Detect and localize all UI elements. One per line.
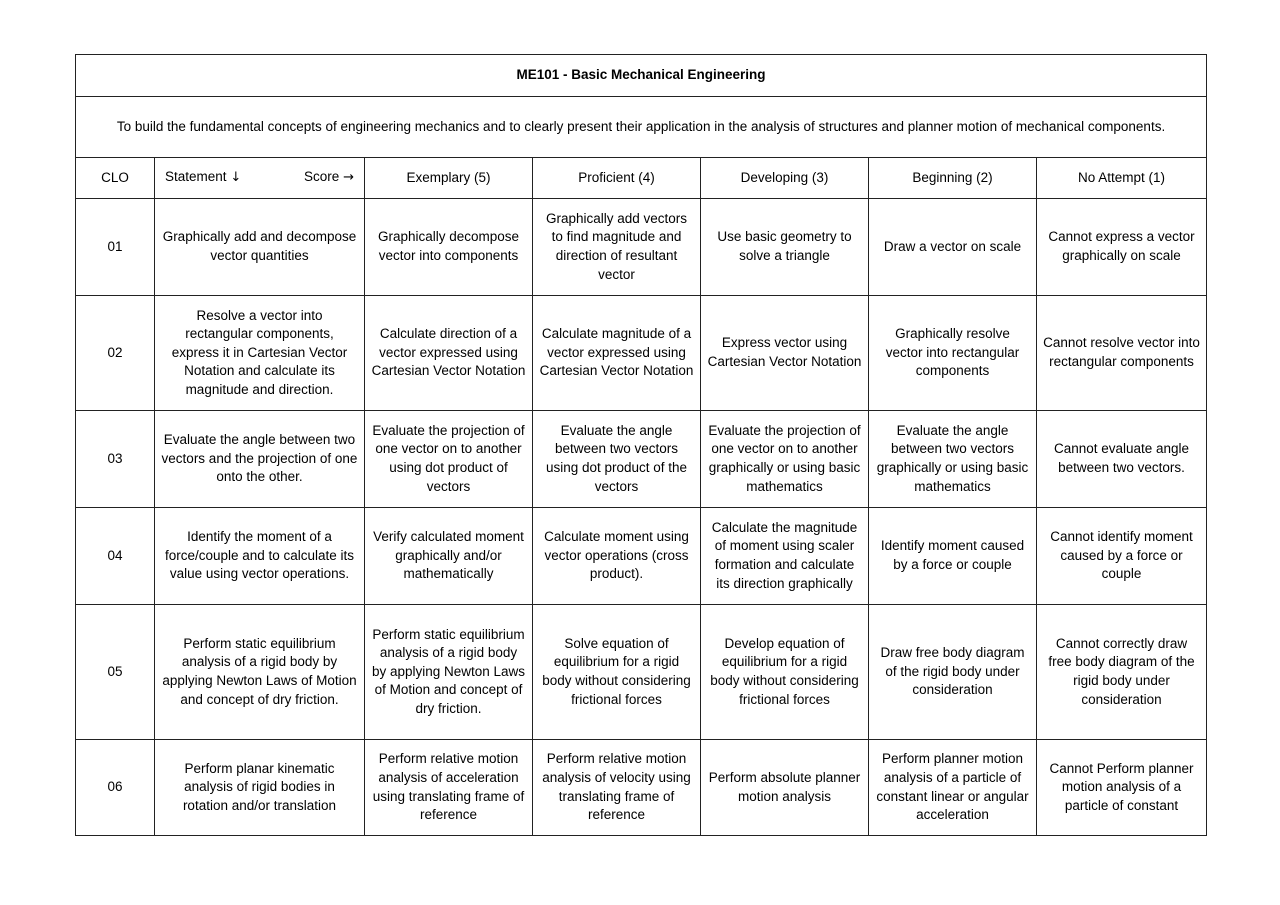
rubric-cell-developing: Evaluate the projection of one vector on to another graphically or using basic mathematics (701, 411, 869, 508)
rubric-cell-exemplary: Verify calculated moment graphically and/or mathematically (365, 508, 533, 605)
table-row (76, 411, 1207, 508)
score-header-label: Score → (304, 169, 354, 186)
rubric-table (75, 54, 1207, 836)
document-title: ME101 - Basic Mechanical Engineering (76, 55, 1207, 97)
rubric-cell-beginning: Draw free body diagram of the rigid body under consideration (869, 605, 1037, 740)
rubric-cell-proficient: Solve equation of equilibrium for a rigid body without considering frictional forces (533, 605, 701, 740)
table-row (76, 199, 1207, 296)
table-row (76, 605, 1207, 740)
rubric-cell-proficient: Graphically add vectors to find magnitude and direction of resultant vector (533, 199, 701, 296)
rubric-cell-proficient: Evaluate the angle between two vectors using dot product of the vectors (533, 411, 701, 508)
rubric-cell-beginning: Graphically resolve vector into rectangular components (869, 296, 1037, 411)
rubric-cell-exemplary: Perform relative motion analysis of acceleration using translating frame of reference (365, 740, 533, 836)
rubric-cell-beginning: Evaluate the angle between two vectors graphically or using basic mathematics (869, 411, 1037, 508)
arrow-down-icon: ↓ (230, 170, 242, 186)
level-header-exemplary: Exemplary (5) (365, 158, 533, 199)
rubric-cell-developing: Perform absolute planner motion analysis (701, 740, 869, 836)
rubric-cell-developing: Express vector using Cartesian Vector Notation (701, 296, 869, 411)
rubric-cell-no-attempt: Cannot correctly draw free body diagram of the rigid body under consideration (1037, 605, 1207, 740)
clo-header: CLO (76, 158, 155, 199)
clo-number: 05 (76, 605, 155, 740)
rubric-cell-no-attempt: Cannot identify moment caused by a force or couple (1037, 508, 1207, 605)
rubric-cell-exemplary: Graphically decompose vector into components (365, 199, 533, 296)
rubric-cell-developing: Use basic geometry to solve a triangle (701, 199, 869, 296)
level-header-proficient: Proficient (4) (533, 158, 701, 199)
rubric-cell-proficient: Calculate moment using vector operations (cross product). (533, 508, 701, 605)
rubric-cell-exemplary: Perform static equilibrium analysis of a rigid body by applying Newton Laws of Motion and concept of dry friction. (365, 605, 533, 740)
rubric-cell-proficient: Calculate magnitude of a vector expressed using Cartesian Vector Notation (533, 296, 701, 411)
table-row (76, 296, 1207, 411)
header-row (76, 158, 1207, 199)
clo-number: 03 (76, 411, 155, 508)
clo-statement: Resolve a vector into rectangular components, express it in Cartesian Vector Notation and calculate its magnitude and direction. (155, 296, 365, 411)
clo-number: 06 (76, 740, 155, 836)
arrow-right-icon: → (343, 170, 354, 186)
title-row (76, 55, 1207, 97)
clo-statement: Graphically add and decompose vector quantities (155, 199, 365, 296)
rubric-cell-beginning: Draw a vector on scale (869, 199, 1037, 296)
rubric-cell-exemplary: Evaluate the projection of one vector on to another using dot product of vectors (365, 411, 533, 508)
clo-statement: Perform static equilibrium analysis of a rigid body by applying Newton Laws of Motion and concept of dry friction. (155, 605, 365, 740)
rubric-cell-proficient: Perform relative motion analysis of velocity using translating frame of reference (533, 740, 701, 836)
rubric-cell-developing: Develop equation of equilibrium for a rigid body without considering frictional forces (701, 605, 869, 740)
clo-statement: Evaluate the angle between two vectors and the projection of one onto the other. (155, 411, 365, 508)
objective-row (76, 97, 1207, 158)
rubric-cell-no-attempt: Cannot resolve vector into rectangular components (1037, 296, 1207, 411)
clo-number: 01 (76, 199, 155, 296)
course-objective: To build the fundamental concepts of engineering mechanics and to clearly present their application in the analysis of structures and planner motion of mechanical components. (76, 97, 1207, 158)
clo-number: 02 (76, 296, 155, 411)
statement-score-header (155, 158, 365, 199)
clo-statement: Identify the moment of a force/couple and to calculate its value using vector operations. (155, 508, 365, 605)
rubric-cell-developing: Calculate the magnitude of moment using scaler formation and calculate its direction graphically (701, 508, 869, 605)
rubric-cell-no-attempt: Cannot express a vector graphically on scale (1037, 199, 1207, 296)
rubric-cell-beginning: Perform planner motion analysis of a particle of constant linear or angular acceleration (869, 740, 1037, 836)
rubric-cell-exemplary: Calculate direction of a vector expressed using Cartesian Vector Notation (365, 296, 533, 411)
clo-number: 04 (76, 508, 155, 605)
statement-header-label: Statement ↓ (165, 169, 242, 186)
rubric-cell-no-attempt: Cannot evaluate angle between two vectors. (1037, 411, 1207, 508)
level-header-beginning: Beginning (2) (869, 158, 1037, 199)
table-row (76, 508, 1207, 605)
rubric-cell-no-attempt: Cannot Perform planner motion analysis of a particle of constant (1037, 740, 1207, 836)
level-header-developing: Developing (3) (701, 158, 869, 199)
rubric-cell-beginning: Identify moment caused by a force or couple (869, 508, 1037, 605)
level-header-no-attempt: No Attempt (1) (1037, 158, 1207, 199)
table-row (76, 740, 1207, 836)
clo-statement: Perform planar kinematic analysis of rigid bodies in rotation and/or translation (155, 740, 365, 836)
